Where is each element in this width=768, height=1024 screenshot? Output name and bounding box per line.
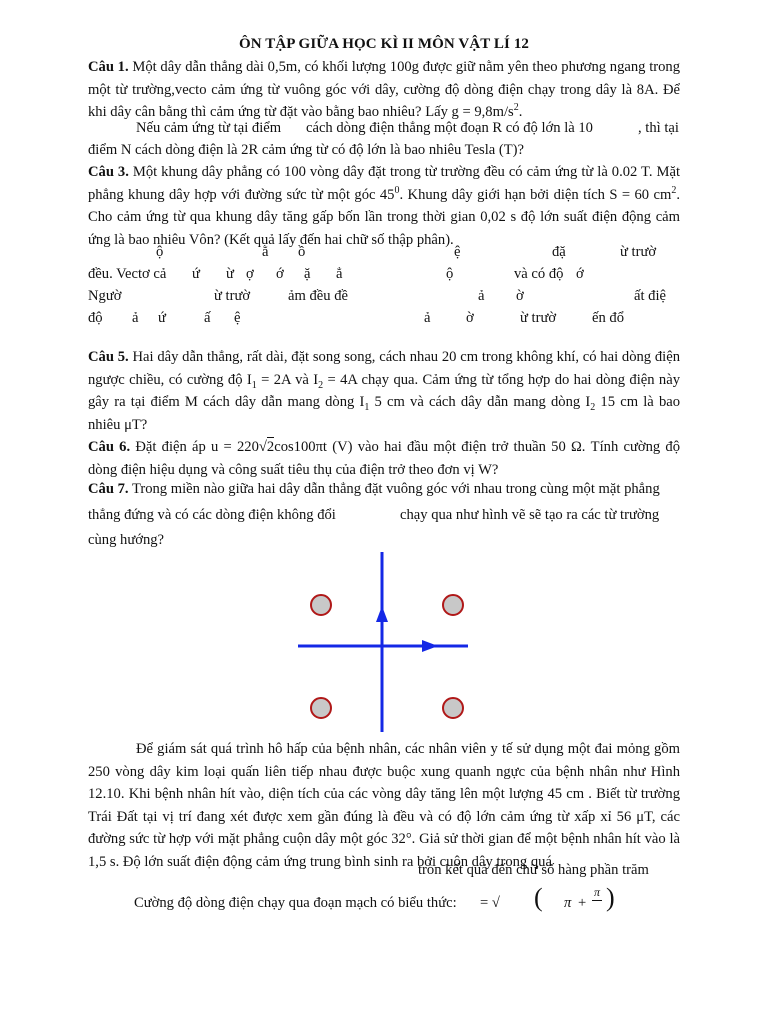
question-2-line-1 [88,120,688,142]
question-7-label: Câu 7. [88,481,129,497]
equation-sqrt: = √ [480,895,500,911]
fragment: ến đổ [592,310,625,326]
fragment: ất điệ [634,288,667,304]
question-5-text: Hai dây dẫn thẳng, rất dài, đặt song song, cách nhau 20 cm trong không khí, có hai dòng điện ngược chiều, có cường độ I [88,349,680,388]
document-title: ÔN TẬP GIỮA HỌC KÌ II MÔN VẬT LÍ 12 [238,36,530,52]
region-2-dot [443,595,463,615]
fragment: ừ trườ [520,310,557,326]
left-paren: ( [534,883,543,912]
right-paren: ) [606,883,615,912]
fragment: ộ [446,266,454,282]
fragment-row-3 [88,288,688,310]
fragment: ớ [576,266,584,282]
subscript: 1 [364,401,370,413]
question-6-label: Câu 6. [88,439,131,455]
question-7-text: thẳng đứng và có các dòng điện không đổi [88,507,336,523]
question-3-text: Một khung dây phẳng có 100 vòng dây đặt trong từ trường đều có cảm ứng từ là 0.02 T. Mặt phẳng khung dây hợp với đường sức từ một góc 45 [88,164,680,203]
question-7-line-1: Trong miền nào giữa hai dây dẫn thẳng đặt vuông góc với nhau trong cùng một mặt phẳng [131,481,660,497]
fragment: ằ [262,244,269,260]
question-5-text: 5 cm và cách dây dẫn mang dòng I [369,394,591,410]
question-1-text: Một dây dẫn thẳng dài 0,5m, có khối lượng 100g được giữ nằm yên theo phương ngang trong một từ trường,vecto cảm ứng từ vuông góc với dây, cường độ dòng điện chạy trong dây là 8A. Để khi dây cân bằng thì cảm ứng từ đặt vào bằng bao nhiêu? Lấy g = 9,8m/s [88,59,681,120]
question-5-text: 15 cm là bao nhiêu μT? [88,394,681,433]
question-5-label: Câu 5. [88,349,129,365]
fragment: ấ [204,310,211,326]
question-8: Để giám sát quá trình hô hấp của bệnh nhân, các nhân viên y tế sử dụng một đai mỏng gồm 250 vòng dây kim loại quấn liên tiếp nhau được buộc xung quanh ngực của bệnh nhân như Hình 12.10. Khi bệnh nhân hít vào, diện tích của các vòng dây tăng lên một lượng 45 cm . Biết từ trường Trái Đất tại vị trí đang xét được xem gần đúng là đều và có độ lớn cảm ứng từ xấp xỉ 56 μT, các đường sức từ hợp với mặt phẳng cuộn dây một góc 32°. Giả sử thời gian để một bệnh nhân hít vào là 1,5 s. Độ lớn suất điện động cảm ứng trung bình sinh ra bởi cuộn dây trong quá [88,741,680,870]
question-3-sup: 0 [394,184,400,196]
question-2-part-b: cách dòng điện thẳng một đoạn R có độ lớn là 10 [306,120,593,136]
question-8-tail-text: tròn kết quả đến chữ số hàng phần trăm [418,862,649,878]
question-3-label: Câu 3. [88,164,129,180]
question-1-sup: 2 [513,102,519,114]
question-7 [88,478,680,501]
fragment: độ [88,310,103,326]
question-1 [88,56,680,124]
fragment: ừ trườ [214,288,251,304]
question-6-text: cos100πt (V) vào hai đầu một điện trở thuần 50 Ω. Tính cường độ dòng điện hiệu dụng và công suất tiêu thụ của điện trở theo đơn vị W? [88,439,680,478]
fragment: ặ [304,266,311,282]
wires-diagram [290,550,480,735]
fragment: Ngườ [88,288,122,304]
fragment-row-1 [88,244,688,266]
question-7-text: cùng hướng? [88,532,165,548]
question-2-line-2-text: điểm N cách dòng điện là 2R cảm ứng từ có độ lớn là bao nhiêu Tesla (T)? [88,142,525,158]
fragment: đều. Vectơ cả [88,266,167,282]
fragment: đặ [552,244,566,260]
fragment: ả [478,288,485,304]
question-5-text: = 2A và I [256,371,319,388]
question-3 [88,161,680,251]
question-3-text-3: . Cho cảm ứng từ qua khung dây tăng gấp bốn lần trong thời gian 0,02 s độ lớn suất điện động cảm ứng là bao nhiêu Vôn? (Kết quả lấy đến hai chữ số thập phân). [88,186,680,248]
region-3-dot [311,698,331,718]
region-4-dot [443,698,463,718]
fraction-numerator: π [594,885,601,899]
fragment: ớ [276,266,284,282]
pi-symbol: π [564,895,572,911]
fragment: ứ [192,266,200,282]
question-3-text-2: . Khung dây giới hạn bởi diện tích S = 60 cm [399,186,672,203]
fragment-row-4 [88,310,688,332]
fragment: ả [424,310,431,326]
subscript: 2 [590,401,596,413]
horizontal-arrow-head [422,640,438,652]
fragment: ừ [226,266,234,282]
question-9-text: Cường độ dòng điện chạy qua đoạn mạch có biểu thức: [134,895,457,911]
fragment: ộ [156,244,164,260]
fragment: và có độ [514,266,564,282]
question-5 [88,346,680,436]
plus-sign: + [578,895,587,911]
fragment: ẳ [336,266,343,282]
question-9 [134,885,694,925]
question-1-end: . [518,104,523,120]
question-8-tail [88,862,688,884]
fragment: ồ [298,244,306,260]
sqrt-radicand: 2 [266,439,275,455]
question-5-text: = 4A chạy qua. Cảm ứng từ tổng hợp do hai dòng điện này gây ra tại điểm M cách dây dẫn mang dòng I [88,371,680,410]
fragment: ảm đều đề [288,288,348,304]
sqrt-symbol: √ [258,439,267,455]
fragment: ờ [466,310,474,326]
fragment: ừ trườ [620,244,657,260]
subscript: 1 [251,379,257,391]
fragment: ệ [454,244,461,260]
question-7-line-2 [88,507,688,529]
fragment: ờ [516,288,524,304]
question-6 [88,436,680,481]
fragment: ệ [234,310,241,326]
fragment: ợ [246,266,254,282]
vertical-arrow-head [376,606,388,622]
question-2-part-a: Nếu cảm ứng từ tại điểm [136,120,282,136]
question-7-text: chạy qua như hình vẽ sẽ tạo ra các từ trường [400,507,660,523]
question-1-label: Câu 1. [88,59,129,75]
fragment: ứ [158,310,166,326]
subscript: 2 [318,379,324,391]
question-2-part-c: , thì tại [638,120,679,136]
fragment: ả [132,310,139,326]
region-1-dot [311,595,331,615]
fragment-row-2 [88,266,688,288]
question-3-sup-2: 2 [671,184,677,196]
question-6-text: Đặt điện áp u = 220 [135,439,259,455]
